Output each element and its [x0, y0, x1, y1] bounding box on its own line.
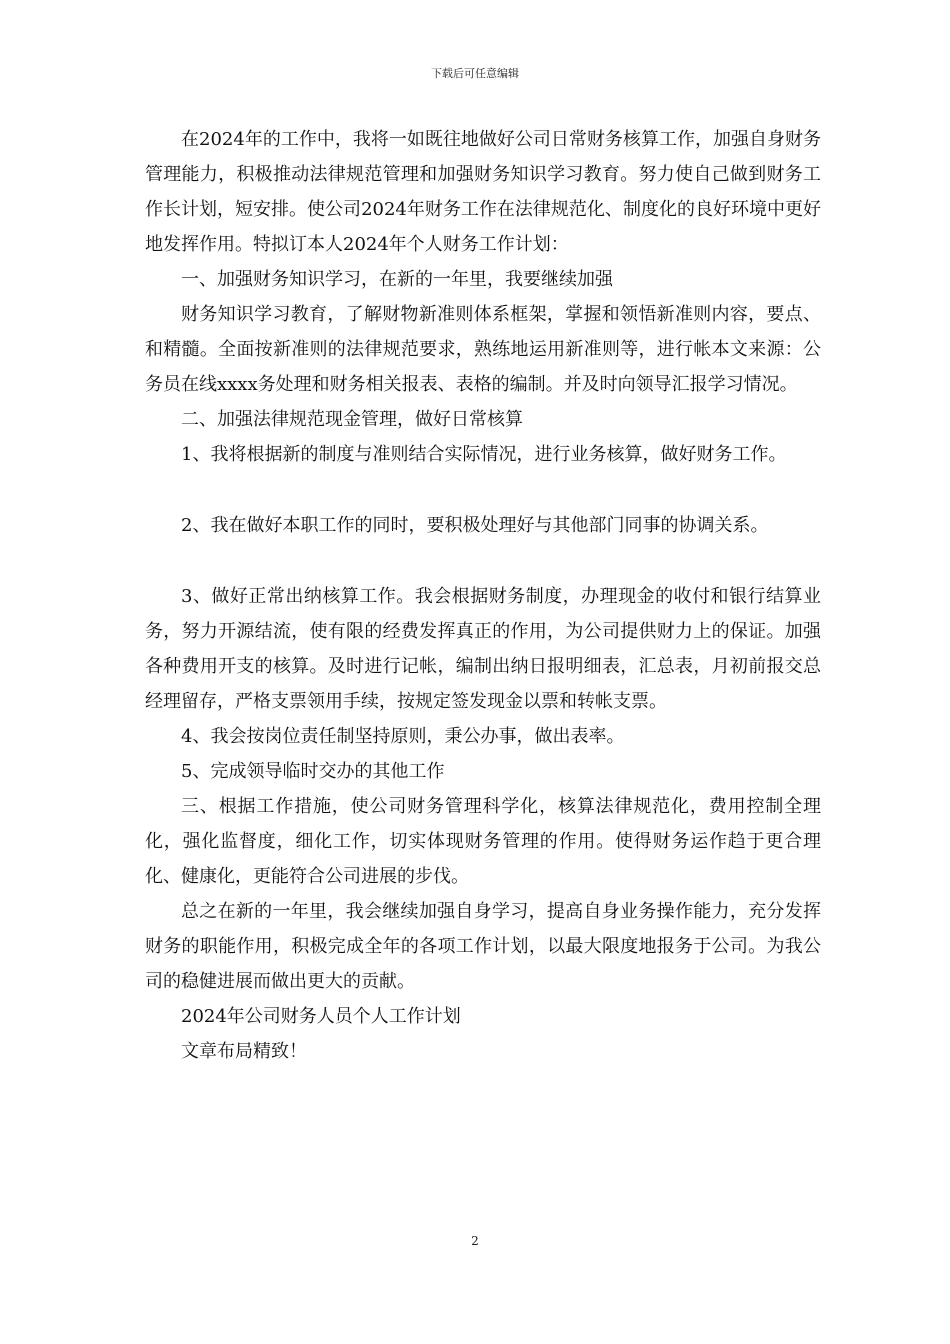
heading-section-3: 三、根据工作措施，使公司财务管理科学化，核算法律规范化，费用控制全理化，强化监督度，细化工作，切实体现财务管理的作用。使得财务运作趋于更合理化、健康化，更能符合公司进展的步伐。: [145, 796, 821, 887]
closing-note: 文章布局精致！: [181, 1041, 307, 1062]
list-item-2: 2、我在做好本职工作的同时，要积极处理好与其他部门同事的协调关系。: [181, 515, 769, 536]
page-number: 2: [471, 1234, 479, 1248]
list-item-1: 1、我将根据新的制度与准则结合实际情况，进行业务核算，做好财务工作。: [181, 444, 787, 465]
paragraph-conclusion: 总之在新的一年里，我会继续加强自身学习，提高自身业务操作能力，充分发挥财务的职能作用，积极完成全年的各项工作计划，以最大限度地报务于公司。为我公司的稳健进展而做出更大的贡献。: [145, 901, 821, 992]
document-title-line: 2024年公司财务人员个人工作计划: [181, 1006, 461, 1027]
heading-section-1: 一、加强财务知识学习，在新的一年里，我要继续加强: [181, 269, 613, 290]
page-header: 下载后可任意编辑: [431, 67, 519, 80]
paragraph-intro: 在2024年的工作中，我将一如既往地做好公司日常财务核算工作，加强自身财务管理能力，积极推动法律规范管理和加强财务知识学习教育。努力使自己做到财务工作长计划，短安排。使公司2024年财务工作在法律规范化、制度化的良好环境中更好地发挥作用。特拟订本人2024年个人财务工作计划：: [145, 129, 821, 255]
list-item-3: 3、做好正常出纳核算工作。我会根据财务制度，办理现金的收付和银行结算业务，努力开源结流，使有限的经费发挥真正的作用，为公司提供财力上的保证。加强各种费用开支的核算。及时进行记帐，编制出纳日报明细表，汇总表，月初前报交总经理留存，严格支票领用手续，按规定签发现金以票和转帐支票。: [145, 586, 821, 712]
list-item-5: 5、完成领导临时交办的其他工作: [181, 761, 445, 782]
document-body: [145, 122, 821, 1069]
paragraph-study: 财务知识学习教育，了解财物新准则体系框架，掌握和领悟新准则内容，要点、和精髓。全面按新准则的法律规范要求，熟练地运用新准则等，进行帐本文来源：公务员在线xxxx务处理和财务相关报表、表格的编制。并及时向领导汇报学习情况。: [145, 304, 821, 395]
heading-section-2: 二、加强法律规范现金管理，做好日常核算: [181, 409, 523, 430]
list-item-4: 4、我会按岗位责任制坚持原则，秉公办事，做出表率。: [181, 726, 625, 747]
